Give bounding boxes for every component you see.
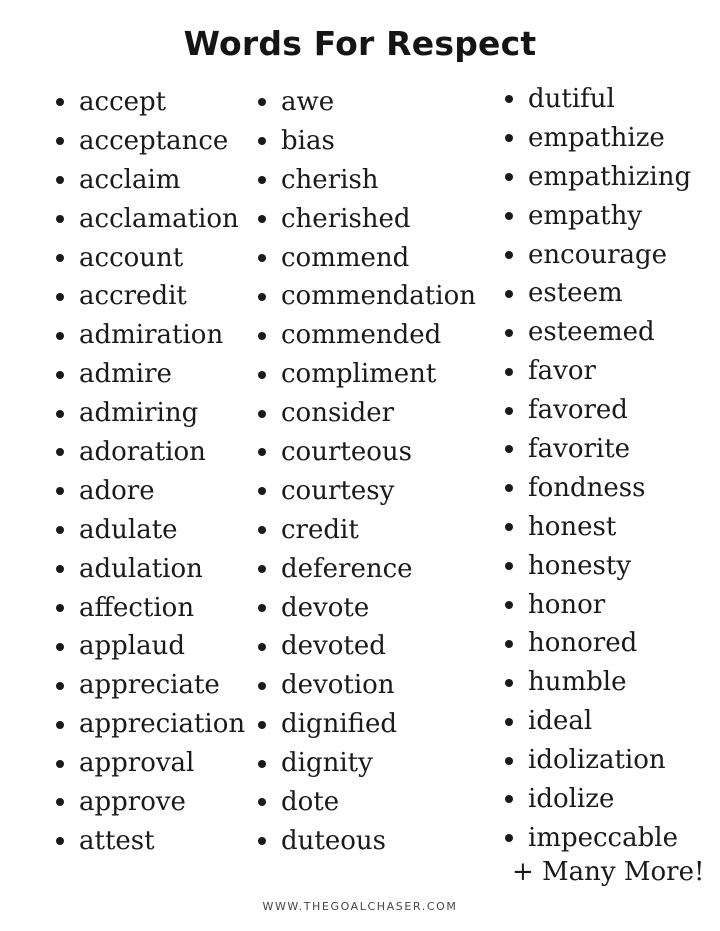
bullet-icon <box>56 137 64 145</box>
word-text: attest <box>79 825 155 856</box>
list-item <box>56 316 245 355</box>
list-item <box>258 783 476 822</box>
list-item <box>56 122 245 161</box>
list-item <box>56 550 245 589</box>
bullet-icon <box>258 604 266 612</box>
list-item <box>505 741 691 780</box>
list-item <box>505 702 691 741</box>
list-item <box>258 472 476 511</box>
bullet-icon <box>258 410 266 418</box>
bullet-icon <box>505 640 513 648</box>
word-text: acclamation <box>79 203 239 234</box>
bullet-icon <box>505 134 513 142</box>
word-text: awe <box>281 87 335 117</box>
list-item <box>56 433 245 472</box>
word-text: esteemed <box>528 317 655 348</box>
word-text: cherished <box>281 203 411 234</box>
word-text: honored <box>528 628 638 659</box>
bullet-icon <box>505 757 513 765</box>
list-item <box>505 663 691 702</box>
word-text: bias <box>281 125 335 156</box>
list-item <box>258 433 476 472</box>
word-text: acceptance <box>79 125 229 156</box>
list-item <box>505 469 691 508</box>
word-text: accredit <box>79 281 187 312</box>
bullet-icon <box>505 368 513 376</box>
many-more-note: + Many More! <box>512 857 705 887</box>
word-text: honesty <box>528 550 632 581</box>
bullet-icon <box>258 565 266 573</box>
list-item <box>56 472 245 511</box>
word-text: encourage <box>528 239 668 270</box>
list-item <box>505 80 691 119</box>
bullet-icon <box>505 407 513 415</box>
word-text: devote <box>281 592 370 623</box>
list-item <box>258 200 476 239</box>
word-text: empathy <box>528 200 643 231</box>
bullet-icon <box>258 798 266 806</box>
list-item <box>56 394 245 433</box>
list-item <box>56 277 245 316</box>
list-item <box>258 705 476 744</box>
bullet-icon <box>56 798 64 806</box>
word-text: adulate <box>79 514 178 545</box>
bullet-icon <box>56 448 64 456</box>
bullet-icon <box>56 760 64 768</box>
bullet-icon <box>56 837 64 845</box>
list-item <box>258 277 476 316</box>
list-item <box>505 547 691 586</box>
bullet-icon <box>505 445 513 453</box>
bullet-icon <box>505 484 513 492</box>
list-item <box>505 430 691 469</box>
list-item <box>56 783 245 822</box>
bullet-icon <box>505 95 513 103</box>
bullet-icon <box>258 371 266 379</box>
list-item <box>258 511 476 550</box>
word-text: credit <box>281 514 359 545</box>
list-item <box>258 122 476 161</box>
bullet-icon <box>505 601 513 609</box>
list-item <box>505 508 691 547</box>
bullet-icon <box>505 212 513 220</box>
list-item <box>56 355 245 394</box>
bullet-icon <box>258 448 266 456</box>
bullet-icon <box>505 329 513 337</box>
word-text: honest <box>528 511 617 542</box>
word-text: consider <box>281 398 395 429</box>
bullet-icon <box>258 215 266 223</box>
word-text: esteem <box>528 278 623 309</box>
list-item <box>258 394 476 433</box>
bullet-icon <box>258 837 266 845</box>
bullet-icon <box>56 371 64 379</box>
bullet-icon <box>258 98 266 106</box>
list-item <box>505 780 691 819</box>
word-text: dutiful <box>528 84 615 114</box>
list-item <box>258 316 476 355</box>
bullet-icon <box>505 795 513 803</box>
list-item <box>56 83 245 122</box>
bullet-icon <box>505 834 513 842</box>
list-item <box>56 705 245 744</box>
bullet-icon <box>258 332 266 340</box>
list-item <box>505 586 691 625</box>
word-list-column-2 <box>258 83 476 861</box>
list-item <box>56 200 245 239</box>
bullet-icon <box>505 718 513 726</box>
bullet-icon <box>56 565 64 573</box>
bullet-icon <box>56 254 64 262</box>
word-text: favorite <box>528 434 631 465</box>
word-text: admire <box>79 359 172 390</box>
word-text: commendation <box>281 281 476 312</box>
list-item <box>258 822 476 861</box>
list-item <box>56 627 245 666</box>
list-item <box>56 666 245 705</box>
word-text: favor <box>528 356 596 387</box>
word-text: courteous <box>281 437 412 468</box>
bullet-icon <box>56 487 64 495</box>
bullet-icon <box>56 526 64 534</box>
word-text: adore <box>79 475 155 506</box>
word-text: courtesy <box>281 475 395 506</box>
bullet-icon <box>505 290 513 298</box>
bullet-icon <box>258 760 266 768</box>
website-footer: WWW.THEGOALCHASER.COM <box>262 900 458 913</box>
list-item <box>56 822 245 861</box>
list-item <box>258 666 476 705</box>
list-item <box>505 274 691 313</box>
word-text: empathizing <box>528 161 692 192</box>
word-text: approval <box>79 748 195 779</box>
word-text: humble <box>528 667 627 698</box>
list-item <box>258 355 476 394</box>
word-text: cherish <box>281 164 379 195</box>
bullet-icon <box>505 173 513 181</box>
list-item <box>56 744 245 783</box>
list-item <box>505 313 691 352</box>
word-text: duteous <box>281 825 386 856</box>
word-text: dote <box>281 787 340 818</box>
word-text: adulation <box>79 553 203 584</box>
bullet-icon <box>258 293 266 301</box>
bullet-icon <box>56 293 64 301</box>
bullet-icon <box>505 679 513 687</box>
list-item <box>505 236 691 275</box>
word-text: dignified <box>281 709 398 740</box>
list-item <box>505 119 691 158</box>
word-text: ideal <box>528 706 593 737</box>
bullet-icon <box>56 176 64 184</box>
list-item <box>56 161 245 200</box>
bullet-icon <box>258 526 266 534</box>
word-text: honor <box>528 589 606 620</box>
word-text: commend <box>281 242 410 273</box>
bullet-icon <box>56 643 64 651</box>
list-item <box>505 391 691 430</box>
word-text: applaud <box>79 631 185 662</box>
bullet-icon <box>505 523 513 531</box>
word-text: accept <box>79 87 167 117</box>
list-item <box>56 511 245 550</box>
list-item <box>258 239 476 278</box>
word-text: idolization <box>528 745 666 776</box>
bullet-icon <box>56 604 64 612</box>
word-text: fondness <box>528 472 646 503</box>
word-text: acclaim <box>79 164 181 195</box>
word-text: affection <box>79 592 195 623</box>
word-text: account <box>79 242 184 273</box>
bullet-icon <box>56 721 64 729</box>
bullet-icon <box>258 137 266 145</box>
bullet-icon <box>258 176 266 184</box>
word-text: devoted <box>281 631 386 662</box>
word-text: admiration <box>79 320 224 351</box>
list-item <box>505 624 691 663</box>
word-text: compliment <box>281 359 437 390</box>
word-list-column-1 <box>56 83 245 861</box>
word-text: devotion <box>281 670 395 701</box>
bullet-icon <box>258 487 266 495</box>
bullet-icon <box>505 251 513 259</box>
list-item <box>258 550 476 589</box>
word-text: adoration <box>79 437 206 468</box>
bullet-icon <box>258 721 266 729</box>
bullet-icon <box>258 643 266 651</box>
bullet-icon <box>258 682 266 690</box>
word-text: idolize <box>528 784 615 815</box>
bullet-icon <box>56 98 64 106</box>
word-text: dignity <box>281 748 373 779</box>
word-text: favored <box>528 395 628 426</box>
bullet-icon <box>56 410 64 418</box>
list-item <box>258 589 476 628</box>
bullet-icon <box>56 332 64 340</box>
list-item <box>56 239 245 278</box>
page-title: Words For Respect <box>183 24 537 63</box>
bullet-icon <box>56 215 64 223</box>
list-item <box>505 819 691 858</box>
word-text: admiring <box>79 398 199 429</box>
word-text: commended <box>281 320 442 351</box>
word-text: deference <box>281 553 413 584</box>
bullet-icon <box>258 254 266 262</box>
word-list-column-3 <box>505 80 691 858</box>
list-item <box>258 744 476 783</box>
word-text: appreciate <box>79 670 220 701</box>
list-item <box>258 83 476 122</box>
list-item <box>505 158 691 197</box>
word-text: appreciation <box>79 709 246 740</box>
word-text: empathize <box>528 122 665 153</box>
list-item <box>258 627 476 666</box>
list-item <box>258 161 476 200</box>
word-text: impeccable <box>528 822 678 853</box>
bullet-icon <box>56 682 64 690</box>
list-item <box>56 589 245 628</box>
bullet-icon <box>505 562 513 570</box>
list-item <box>505 197 691 236</box>
word-text: approve <box>79 787 186 818</box>
list-item <box>505 352 691 391</box>
